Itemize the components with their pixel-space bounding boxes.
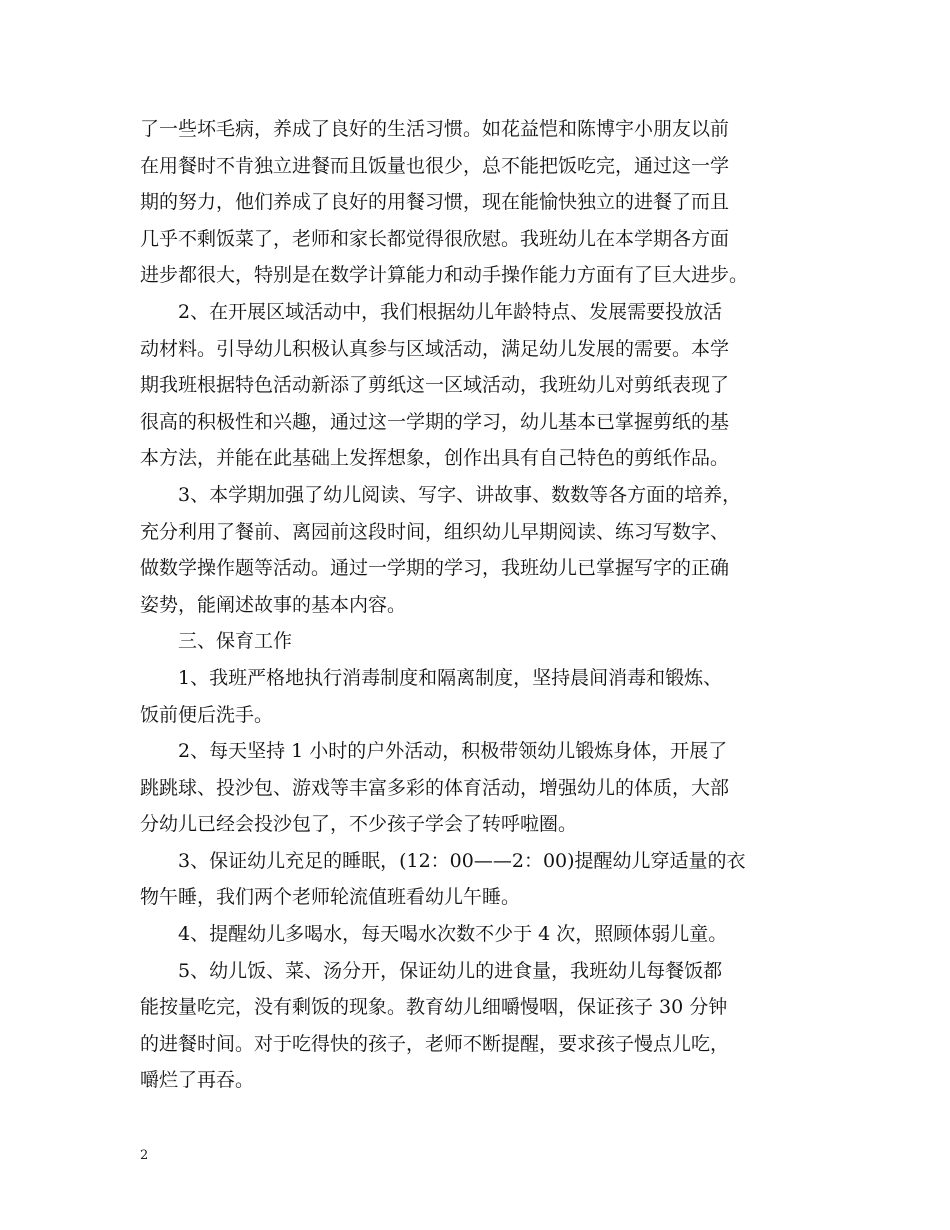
text-line: 做数学操作题等活动。通过一学期的学习，我班幼儿已掌握写字的正确	[140, 557, 730, 580]
text-line: 1、我班严格地执行消毒制度和隔离制度，坚持晨间消毒和锻炼、	[178, 666, 723, 689]
page-number: 2	[140, 1148, 149, 1163]
document-body	[140, 111, 820, 1099]
text-line: 能按量吃完，没有剩饭的现象。教育幼儿细嚼慢咽，保证孩子 30 分钟	[140, 996, 728, 1019]
text-line: 4、提醒幼儿多喝水，每天喝水次数不少于 4 次，照顾体弱儿童。	[178, 923, 728, 946]
text-line: 饭前便后洗手。	[140, 703, 274, 726]
text-line: 在用餐时不肯独立进餐而且饭量也很少，总不能把饭吃完，通过这一学	[140, 154, 730, 177]
text-line: 进步都很大，特别是在数学计算能力和动手操作能力方面有了巨大进步。	[140, 264, 749, 287]
text-line: 3、保证幼儿充足的睡眠，(12：00——2：00)提醒幼儿穿适量的衣	[178, 849, 746, 872]
text-line: 5、幼儿饭、菜、汤分开，保证幼儿的进食量，我班幼儿每餐饭都	[178, 959, 723, 982]
text-line: 期的努力，他们养成了良好的用餐习惯，现在能愉快独立的进餐了而且	[140, 191, 730, 214]
text-line: 姿势，能阐述故事的基本内容。	[140, 593, 407, 616]
text-line: 3、本学期加强了幼儿阅读、写字、讲故事、数数等各方面的培养，	[178, 483, 742, 506]
text-line: 嚼烂了再吞。	[140, 1069, 255, 1092]
text-line: 本方法，并能在此基础上发挥想象，创作出具有自己特色的剪纸作品。	[140, 447, 730, 470]
text-line: 2、在开展区域活动中，我们根据幼儿年龄特点、发展需要投放活	[178, 300, 723, 323]
text-line: 动材料。引导幼儿积极认真参与区域活动，满足幼儿发展的需要。本学	[140, 337, 730, 360]
text-line: 2、每天坚持 1 小时的户外活动，积极带领幼儿锻炼身体，开展了	[178, 740, 728, 763]
text-line: 跳跳球、投沙包、游戏等丰富多彩的体育活动，增强幼儿的体质，大部	[140, 776, 730, 799]
text-line: 了一些坏毛病，养成了良好的生活习惯。如花益恺和陈博宇小朋友以前	[140, 118, 730, 140]
text-line: 的进餐时间。对于吃得快的孩子，老师不断提醒，要求孩子慢点儿吃，	[140, 1032, 730, 1055]
text-line: 三、保育工作	[178, 630, 293, 653]
text-line: 期我班根据特色活动新添了剪纸这一区域活动，我班幼儿对剪纸表现了	[140, 374, 730, 397]
text-line: 几乎不剩饭菜了，老师和家长都觉得很欣慰。我班幼儿在本学期各方面	[140, 227, 730, 250]
text-line: 物午睡，我们两个老师轮流值班看幼儿午睡。	[140, 886, 521, 909]
text-line: 分幼儿已经会投沙包了，不少孩子学会了转呼啦圈。	[140, 813, 578, 836]
text-line: 充分利用了餐前、离园前这段时间，组织幼儿早期阅读、练习写数字、	[140, 520, 730, 543]
text-line: 很高的积极性和兴趣，通过这一学期的学习，幼儿基本已掌握剪纸的基	[140, 410, 730, 433]
